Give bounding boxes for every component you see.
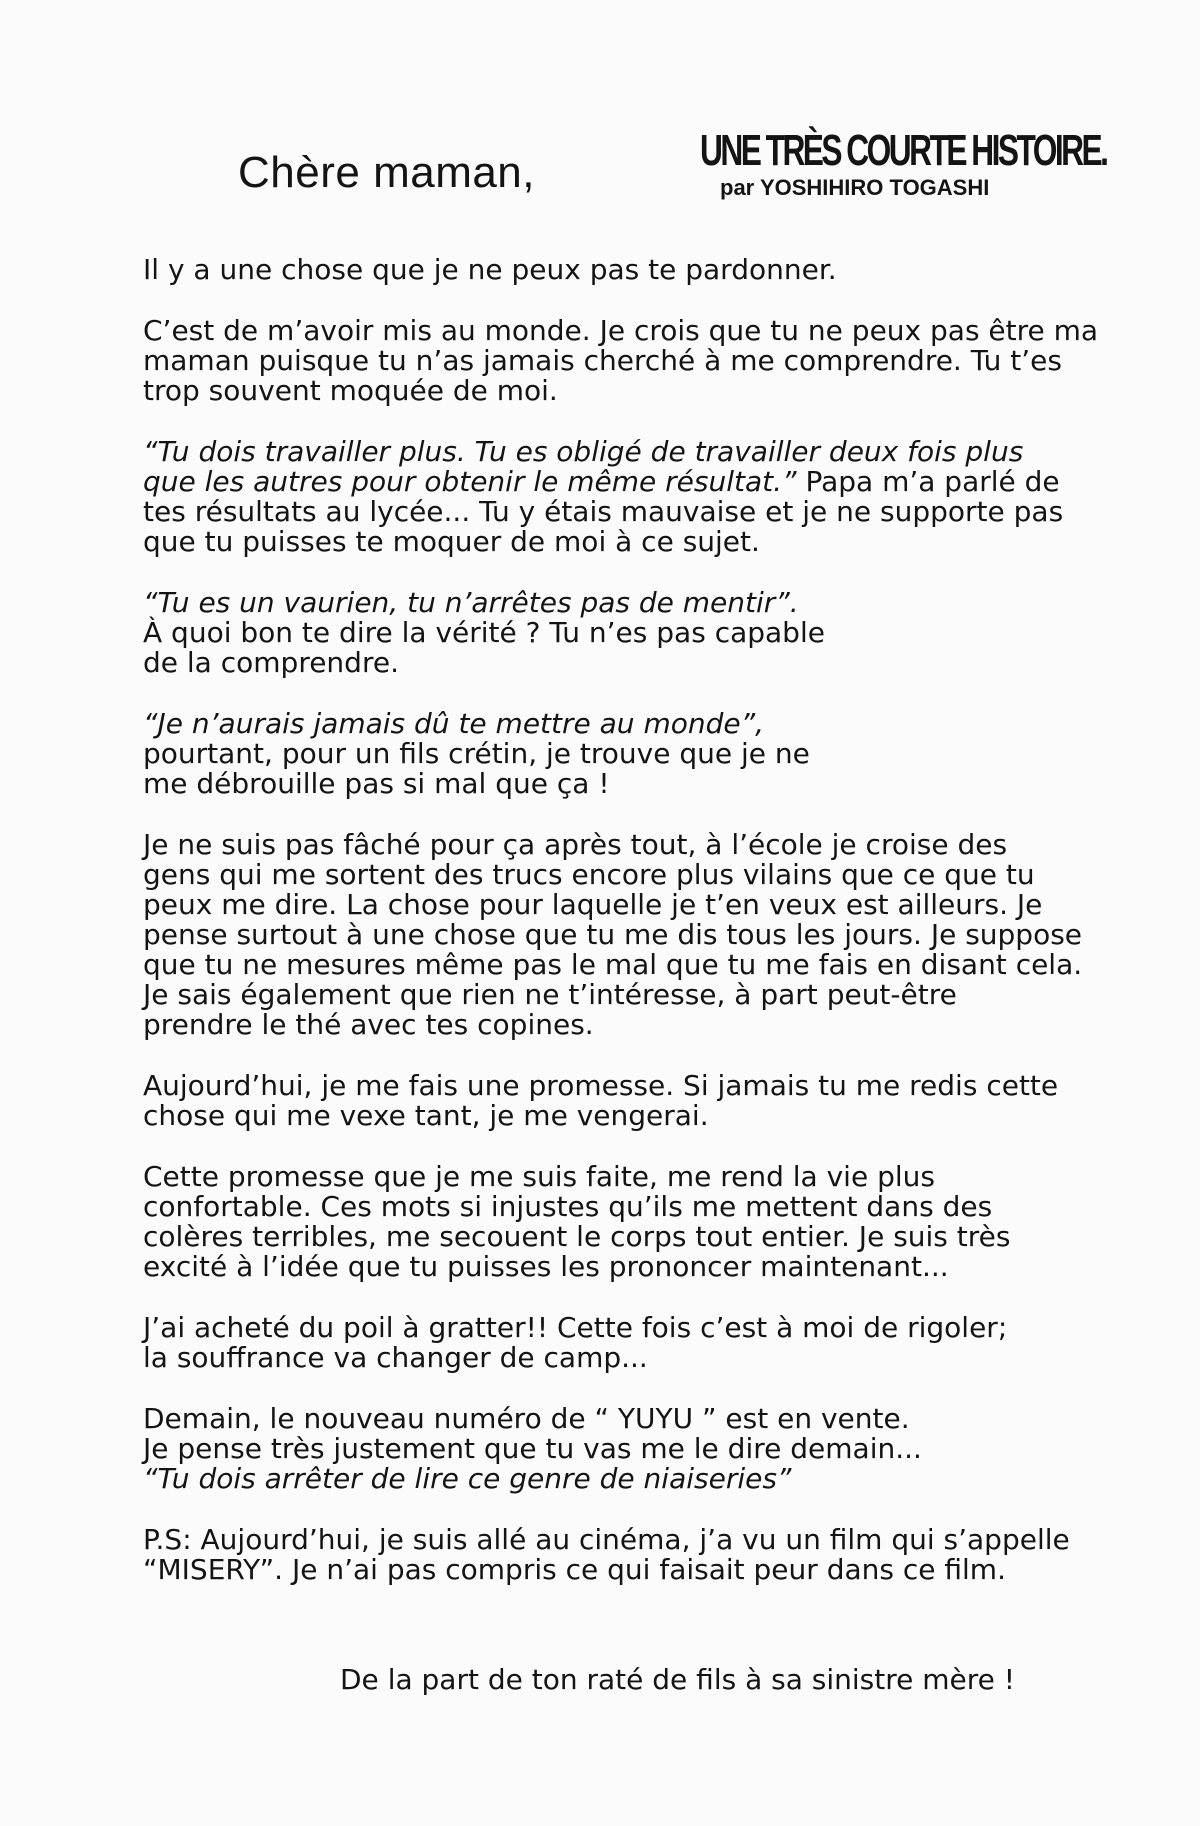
paragraph-6 xyxy=(143,830,1143,1040)
paragraph-9 xyxy=(143,1313,1143,1373)
letter-line: me débrouille pas si mal que ça ! xyxy=(143,767,610,800)
letter-line: Je pense très justement que tu vas me le dire demain... xyxy=(143,1432,922,1465)
greeting: Chère maman, xyxy=(238,148,536,197)
paragraph-7 xyxy=(143,1071,1143,1131)
letter-line-quote: “Tu es un vaurien, tu n’arrêtes pas de mentir”. xyxy=(143,586,799,619)
story-title-block xyxy=(700,126,1107,200)
story-author: par YOSHIHIRO TOGASHI xyxy=(720,175,990,200)
letter-line: P.S: Aujourd’hui, je suis allé au cinéma, j’a vu un film qui s’appelle xyxy=(143,1523,1070,1556)
letter-line: pense surtout à une chose que tu me dis tous les jours. Je suppose xyxy=(143,918,1083,951)
letter-line: trop souvent moquée de moi. xyxy=(143,374,558,407)
letter-line-quote: “Tu dois arrêter de lire ce genre de niaiseries” xyxy=(143,1462,792,1495)
letter-line: confortable. Ces mots si injustes qu’ils me mettent dans des xyxy=(143,1190,993,1223)
letter-line-quote: “Tu dois travailler plus. Tu es obligé de travailler deux fois plus xyxy=(143,435,1024,468)
letter-line: gens qui me sortent des trucs encore plus vilains que ce que tu xyxy=(143,858,1035,891)
letter-line: tes résultats au lycée... Tu y étais mauvaise et je ne supporte pas xyxy=(143,495,1064,528)
letter-line: de la comprendre. xyxy=(143,646,399,679)
letter-line: Je sais également que rien ne t’intéresse, à part peut-être xyxy=(143,978,957,1011)
letter-line: prendre le thé avec tes copines. xyxy=(143,1008,594,1041)
letter-line: chose qui me vexe tant, je me vengerai. xyxy=(143,1099,709,1132)
paragraph-2 xyxy=(143,316,1143,406)
letter-line: que tu puisses te moquer de moi à ce sujet. xyxy=(143,525,760,558)
quote-fragment: que les autres pour obtenir le même résultat.” xyxy=(143,465,797,498)
letter-line: pourtant, pour un fils crétin, je trouve que je ne xyxy=(143,737,810,770)
text-fragment: Papa m’a parlé de xyxy=(796,465,1060,498)
paragraph-8 xyxy=(143,1162,1143,1282)
story-title: UNE TRÈS COURTE HISTOIRE. xyxy=(700,126,1107,175)
letter-line: C’est de m’avoir mis au monde. Je crois que tu ne peux pas être ma xyxy=(143,314,1099,347)
signature: De la part de ton raté de fils à sa sinistre mère ! xyxy=(340,1663,1016,1696)
letter-line: Il y a une chose que je ne peux pas te pardonner. xyxy=(143,253,837,286)
letter-line: la souffrance va changer de camp... xyxy=(143,1341,648,1374)
paragraph-4 xyxy=(143,588,1143,678)
letter-line: peux me dire. La chose pour laquelle je t’en veux est ailleurs. Je xyxy=(143,888,1043,921)
letter-line xyxy=(143,467,1143,497)
letter-line: Cette promesse que je me suis faite, me rend la vie plus xyxy=(143,1160,935,1193)
paragraph-ps xyxy=(143,1525,1143,1585)
letter-line-quote: “Je n’aurais jamais dû te mettre au monde”, xyxy=(143,707,765,740)
letter-line: Demain, le nouveau numéro de “ YUYU ” est en vente. xyxy=(143,1402,910,1435)
letter-line: colères terribles, me secouent le corps tout entier. Je suis très xyxy=(143,1220,1011,1253)
letter-line: À quoi bon te dire la vérité ? Tu n’es pas capable xyxy=(143,616,825,649)
paragraph-1 xyxy=(143,255,1143,285)
paragraph-3 xyxy=(143,437,1143,557)
letter-line: J’ai acheté du poil à gratter!! Cette fois c’est à moi de rigoler; xyxy=(143,1311,1008,1344)
letter-line: “MISERY”. Je n’ai pas compris ce qui faisait peur dans ce film. xyxy=(143,1553,1006,1586)
letter-line: Je ne suis pas fâché pour ça après tout, à l’école je croise des xyxy=(143,828,1008,861)
paragraph-5 xyxy=(143,709,1143,799)
letter-body xyxy=(143,255,1143,1616)
letter-line: maman puisque tu n’as jamais cherché à me comprendre. Tu t’es xyxy=(143,344,1062,377)
letter-line: que tu ne mesures même pas le mal que tu me fais en disant cela. xyxy=(143,948,1083,981)
letter-line: excité à l’idée que tu puisses les prononcer maintenant... xyxy=(143,1250,949,1283)
letter-line: Aujourd’hui, je me fais une promesse. Si jamais tu me redis cette xyxy=(143,1069,1059,1102)
paragraph-10 xyxy=(143,1404,1143,1494)
